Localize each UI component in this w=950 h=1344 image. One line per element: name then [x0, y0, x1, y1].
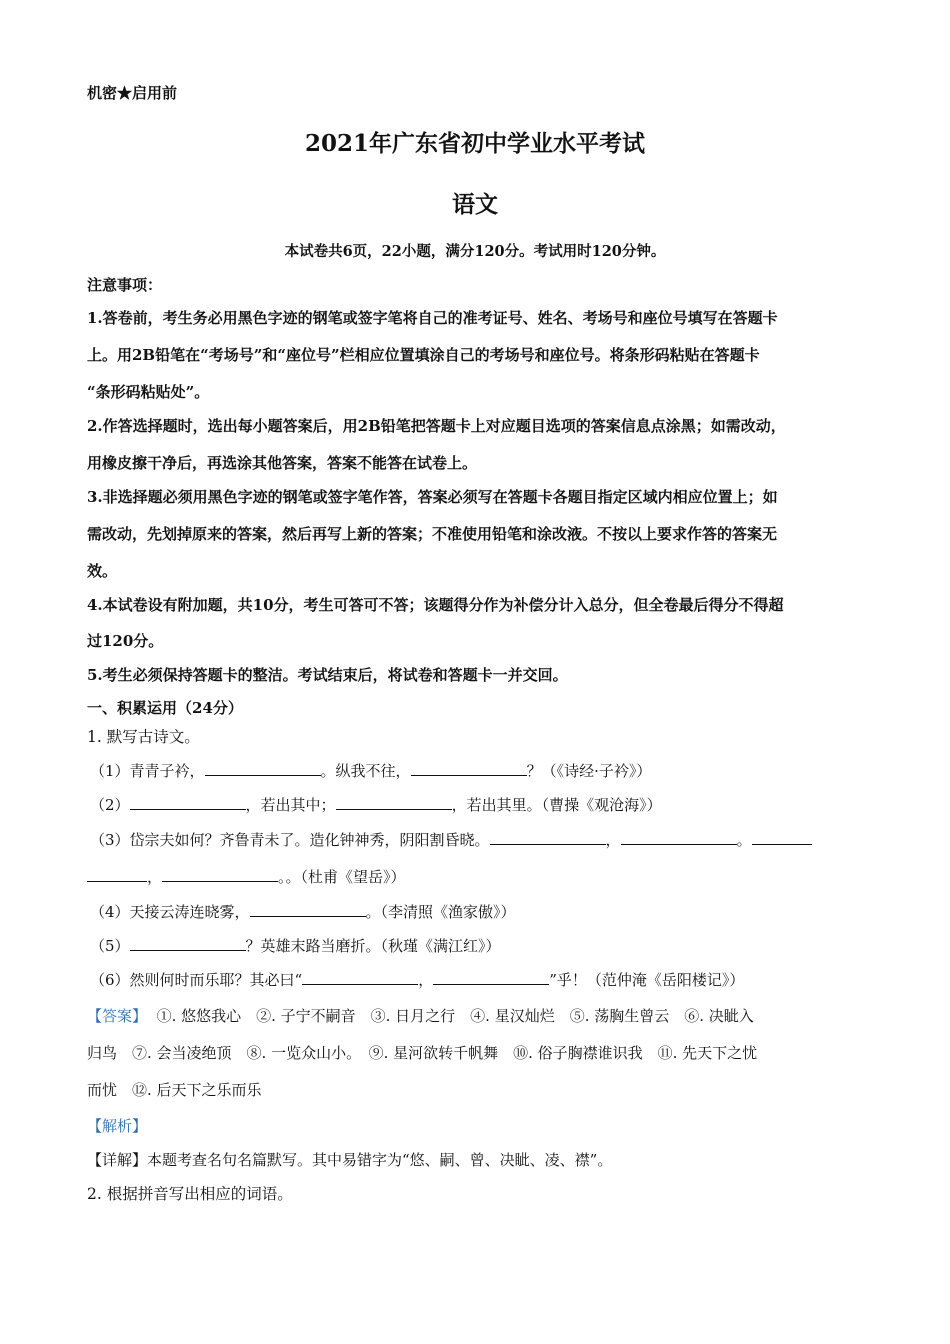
note-line: 2.作答选择题时，选出每小题答案后，用2B铅笔把答题卡上对应题目选项的答案信息点涂黑；如需改动，	[87, 417, 786, 435]
note-line: 5.考生必须保持答题卡的整洁。考试结束后，将试卷和答题卡一并交回。	[87, 666, 568, 684]
answer-text: ①. 悠悠我心 ②. 子宁不嗣音 ③. 日月之行 ④. 星汉灿烂 ⑤. 荡胸生曾云 ⑥. 决眦入	[156, 1007, 754, 1025]
analysis-detail: 【详解】本题考查名句名篇默写。其中易错字为“悠、嗣、曾、决眦、凌、襟”。	[87, 1151, 613, 1169]
text: ，	[418, 971, 434, 989]
subject-title: 语文	[452, 191, 498, 218]
notes-heading: 注意事项：	[87, 276, 163, 294]
q1-item-4	[90, 901, 516, 922]
note-line: 需改动，先划掉原来的答案，然后再写上新的答案；不准使用铅笔和涂改液。不按以上要求作答的答案无	[87, 525, 778, 543]
answer-blank	[621, 830, 737, 845]
exam-title: 2021年广东省初中学业水平考试	[304, 130, 645, 157]
text: 。。（杜甫《望岳》）	[278, 868, 406, 886]
answer-blank	[411, 761, 527, 776]
text: 。（李清照《渔家傲》）	[365, 903, 516, 921]
note-line: 用橡皮擦干净后，再选涂其他答案，答案不能答在试卷上。	[87, 454, 478, 472]
text: ？（《诗经·子衿》）	[526, 762, 652, 780]
note-line: 效。	[87, 562, 118, 580]
answer-blank	[130, 936, 246, 951]
answer-blank	[250, 902, 366, 917]
q1-item-5	[90, 935, 501, 956]
answer-blank	[162, 867, 278, 882]
text: （4）天接云涛连晓雾，	[90, 903, 250, 921]
text: ？英雄末路当磨折。（秋瑾《满江红》）	[245, 937, 501, 955]
text: （5）	[90, 937, 130, 955]
note-line: 3.非选择题必须用黑色字迹的钢笔或签字笔作答，答案必须写在答题卡各题目指定区域内相应位置上；如	[87, 488, 778, 506]
q1-item-6	[90, 969, 744, 990]
note-line: “条形码粘贴处”。	[87, 383, 210, 401]
text: （6）然则何时而乐耶？其必曰“	[90, 971, 303, 989]
answer-blank	[302, 970, 418, 985]
answer-line-3: 而忧 ⑫. 后天下之乐而乐	[87, 1081, 262, 1099]
q1-item-3-line2	[87, 866, 406, 887]
answer-blank	[336, 795, 452, 810]
text: 。	[736, 831, 752, 849]
section-heading: 一、积累运用（24分）	[87, 699, 243, 717]
q1-item-3-line1	[90, 829, 812, 850]
answer-blank	[130, 795, 246, 810]
q1-item-1	[90, 760, 651, 781]
question-2-stem: 2. 根据拼音写出相应的词语。	[87, 1185, 293, 1203]
text: 。纵我不往，	[320, 762, 411, 780]
text: ，若出其中；	[245, 796, 336, 814]
text: ”乎！（范仲淹《岳阳楼记》）	[549, 971, 745, 989]
q1-item-2	[90, 794, 662, 815]
answer-blank	[752, 830, 812, 845]
confidential-label: 机密★启用前	[87, 84, 178, 102]
note-line: 1.答卷前，考生务必用黑色字迹的钢笔或签字笔将自己的准考证号、姓名、考场号和座位号填写在答题卡	[87, 309, 778, 327]
answer-blank	[433, 970, 549, 985]
answer-line-2: 归鸟 ⑦. 会当凌绝顶 ⑧. 一览众山小。 ⑨. 星河欲转千帆舞 ⑩. 俗子胸襟谁识我 ⑪. 先天下之忧	[87, 1044, 758, 1062]
note-line: 过120分。	[87, 632, 164, 650]
text: ，	[147, 868, 163, 886]
note-line: 上。用2B铅笔在“考场号”和“座位号”栏相应位置填涂自己的考场号和座位号。将条形码粘贴在答题卡	[87, 346, 760, 364]
text: （2）	[90, 796, 130, 814]
answer-blank	[87, 867, 147, 882]
text: ，若出其里。（曹操《观沧海》）	[451, 796, 662, 814]
answer-blank	[490, 830, 606, 845]
text: ，	[605, 831, 621, 849]
analysis-tag: 【解析】	[87, 1117, 148, 1135]
answer-blank	[205, 761, 321, 776]
exam-info: 本试卷共6页，22小题，满分120分。考试用时120分钟。	[284, 243, 666, 260]
answer-tag: 【答案】	[87, 1007, 148, 1025]
text: （1）青青子衿，	[90, 762, 205, 780]
answer-line-1	[87, 1005, 754, 1026]
note-line: 4.本试卷设有附加题，共10分，考生可答可不答；该题得分作为补偿分计入总分，但全卷最后得分不得超	[87, 596, 784, 614]
question-1-stem: 1. 默写古诗文。	[87, 728, 200, 746]
text: （3）岱宗夫如何？齐鲁青未了。造化钟神秀，阴阳割昏晓。	[90, 831, 490, 849]
